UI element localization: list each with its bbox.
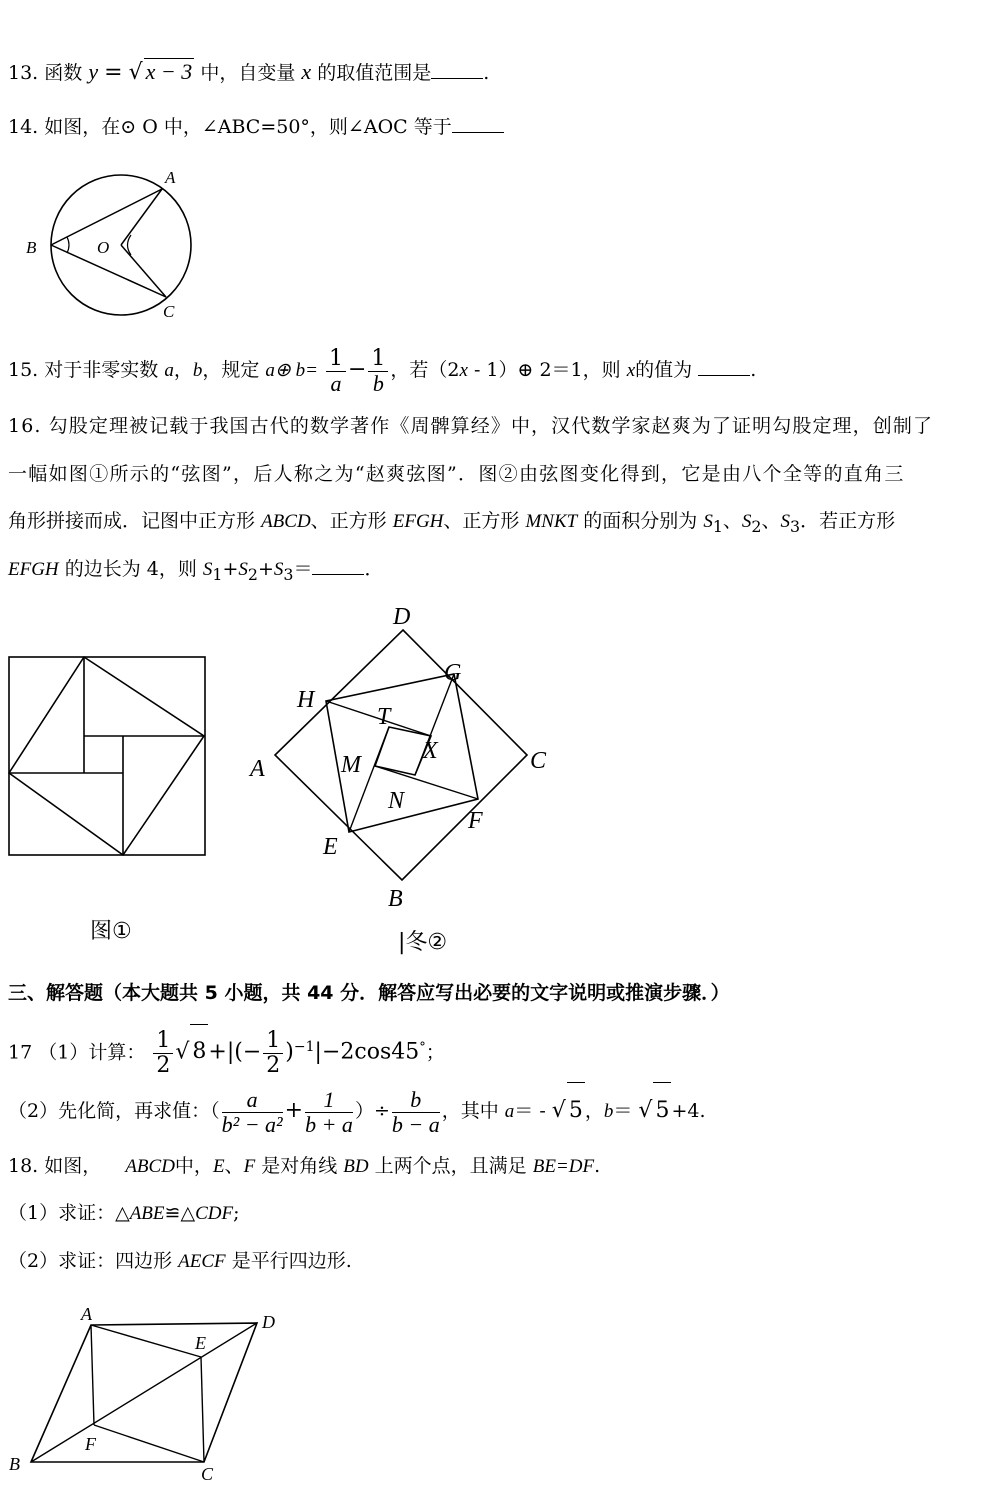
q17-cond-3: ， [584,1100,604,1122]
q16-text-1: 16. 勾股定理被记载于我国古代的数学著作《周髀算经》中，汉代数学家赵爽为了证明勾股定理，创制了 [8,415,934,437]
fig2-label-g: G [444,660,462,686]
q18-label-e: E [195,1333,206,1353]
q18-abe: ABE [129,1203,165,1224]
q16-plus-1: + [222,558,239,580]
q18-text-1e: 上两个点，且满足 [374,1155,527,1177]
q14-text: 14. 如图，在⊙ O 中，∠ABC=50°，则∠AOC 等于 [8,116,452,138]
q16-text-3d: 的面积分别为 [583,510,698,532]
q17-f1-den: b² − a² [221,1111,283,1137]
q17-radicand-8: 8 [190,1024,208,1079]
q13-middle: 中，自变量 [200,62,296,84]
q15-text-3: ，若（2 [390,359,460,381]
q15-var-a: a [164,360,174,381]
q16-line-3 [8,508,895,540]
section-3-heading: 三、解答题（本大题共 5 小题，共 44 分．解答应写出必要的文字说明或推演步骤．） [8,982,730,1004]
q16-sum-s3: S [273,559,284,580]
q18-f: F [243,1156,256,1177]
q14-segment-oc [121,245,166,297]
q14-label-b: B [26,238,37,257]
q13-var: x [301,59,312,84]
q16-text-3c: 、正方形 [443,510,520,532]
q16-s3: S [780,511,790,532]
q13-end: . [483,62,490,84]
q17-paren-close: ) [285,1039,294,1065]
q16-efgh-2: EFGH [8,559,59,580]
q18-text-2c: ; [233,1202,240,1224]
q15-frac1-den: a [330,370,342,396]
q16-eq: ＝ [293,558,313,580]
q14-label-a: A [165,168,176,187]
q17-part1-line: 17 （1）计算： $\frac{1}{2}$ √ 8+|(− $\frac{1}{2}$ )$^{-1}$|−2cos45°； [8,1020,445,1079]
q14-label-o: O [97,238,110,257]
q16-sum-s1: S [202,559,213,580]
q17-frac-a [222,1088,283,1137]
q15-var-x2: x [626,360,636,381]
q15-var-x: x [459,360,468,381]
q17-f3-den: b − a [391,1111,440,1137]
q16-s2: S [741,511,752,532]
q17-paren-open: (− [234,1039,262,1065]
q18-abcd: ABCD [125,1156,175,1177]
q16-comma-2: 、 [761,510,781,532]
q15-sep: ， [173,359,193,381]
q17-half-num: 1 [153,1029,173,1054]
q17-degree: ° [419,1040,426,1055]
fig2-label-n: N [388,788,405,814]
fig1-outer-square [9,657,205,855]
q15-fraction-1-over-b [368,347,388,396]
q16-figure-1 [8,656,208,858]
q16-line-1 [8,413,933,439]
q17-inner-num: 1 [263,1029,283,1054]
q18-label-d: D [262,1312,275,1332]
q17-half-fraction [153,1029,173,1078]
q13-number: 13. [8,62,39,84]
q17-exponent: −1 [293,1039,315,1055]
q15-operator: a⊕ b= [265,360,318,381]
q15-frac1-num: 1 [326,347,346,372]
q18-label-c: C [201,1464,214,1482]
fig2-label-x: X [423,738,438,764]
q14-segment-oa [121,189,162,245]
q16-square-abcd: ABCD [261,511,311,532]
q18-line-3 [8,1248,352,1275]
q16-s3-sub: 3 [790,516,801,536]
q18-segment-af [91,1325,94,1425]
q18-text-2b: ≌△ [164,1202,196,1224]
q18-text-3a: （2）求证：四边形 [8,1250,173,1272]
q18-label-a: A [81,1304,92,1324]
q18-text-1a: 18. 如图， [8,1155,102,1177]
q16-answer-blank[interactable] [312,556,364,575]
q16-s1: S [703,511,713,532]
q13-formula-radicand: x − 3 [145,59,193,84]
q17-abs-close: | [314,1039,322,1065]
q16-line-2 [8,461,905,487]
q17-cond-1: ，其中 [441,1100,499,1122]
q15-end: . [750,359,757,381]
q18-text-2a: （1）求证：△ [8,1202,130,1224]
q16-sum-sub1: 1 [212,564,223,584]
fig2-label-m: M [341,752,361,778]
q15-minus: − [347,357,367,382]
q17-frac-b [305,1088,353,1137]
q16-text-2: 一幅如图①所示的“弦图”，后人称之为“赵爽弦图”．图②由弦图变化得到，它是由八个全等的直角三 [8,463,905,485]
q17-f2-num: 1 [305,1088,353,1113]
q17-f3-num: b [392,1088,440,1113]
q14-answer-blank[interactable] [452,114,504,133]
q17-cond-4: ＝ [613,1100,633,1122]
q17-radicand-5b: 5 [653,1082,671,1139]
q18-segment-cf [94,1425,204,1462]
q17-f1-num: a [222,1088,283,1113]
q17-radicand-5a: 5 [567,1082,585,1139]
q17-number: 17 [8,1041,33,1064]
q17-inner-den: 2 [266,1052,281,1078]
q16-text-3a: 角形拼接而成．记图中正方形 [8,510,256,532]
q13-suffix: 的取值范围是 [317,62,432,84]
q18-line-2 [8,1200,239,1227]
q18-text-1c: 、 [224,1155,244,1177]
fig2-label-a: A [250,756,265,782]
q17-cond-5: +4. [671,1100,706,1122]
q15-frac2-num: 1 [368,347,388,372]
q13-formula-eq: = [104,60,123,85]
q18-parallelogram-figure [5,1300,295,1482]
q14-segment-ba [51,189,162,245]
q18-text-1b: 中， [174,1155,213,1177]
q18-text-1d: 是对角线 [261,1155,338,1177]
q15-text-4: ‐ 1）⊕ 2＝1，则 [467,359,621,381]
q16-s1-sub: 1 [712,516,723,536]
q16-figure-2 [240,600,570,920]
q18-text-3b: 是平行四边形. [231,1250,352,1272]
q17-part2-line: （2）先化简，再求值：（ $\frac{a}{\text{b² − a²}}$ + $\frac{1}{b + a}$ ）÷ $\frac{b}{b - a}$ ，其中 a＝ ‐ √ 5 ，b＝ √ 5 +4. [8,1082,706,1140]
q16-plus-2: + [257,558,274,580]
q17-semicolon: ； [425,1041,445,1064]
q17-abs-open: | [226,1039,235,1065]
q16-sum-sub3: 3 [283,564,294,584]
fig2-label-d: D [393,604,411,630]
q15-line [8,346,756,396]
q17-var-a: a [504,1101,515,1122]
q14-circle-figure [20,165,200,325]
q15-number: 15. [8,359,39,381]
fig2-label-e: E [323,834,338,860]
q13-answer-blank[interactable] [431,60,483,79]
q15-fraction-1-over-a [326,347,346,396]
q18-aecf: AECF [178,1251,226,1272]
q18-cdf: CDF [195,1203,234,1224]
q16-text-3b: 、正方形 [310,510,387,532]
fig2-square-abcd [275,630,527,880]
q16-s2-sub: 2 [751,516,762,536]
q17-f2-den: b + a [305,1111,353,1137]
q16-end: ． [364,558,384,580]
q18-label-f: F [85,1434,96,1454]
q15-answer-blank[interactable] [698,357,750,376]
q18-segment-ae [91,1325,201,1357]
q16-sum-s2: S [238,559,248,580]
q17-part1-label: （1）计算： [38,1041,146,1064]
q16-figure-1-caption: 图① [90,919,132,944]
q17-cond-2: ＝ ‐ [514,1100,546,1122]
q17-divide: ）÷ [354,1100,390,1122]
q16-figure-2-caption: |冬② [398,930,448,955]
q15-text-5: 的值为 [635,359,693,381]
q17-cos-part: −2cos45 [321,1039,420,1065]
q17-half-den: 2 [156,1052,171,1078]
q16-sum-sub2: 2 [247,564,258,584]
q16-square-mnkt: MNKT [525,511,578,532]
q17-plus-2: + [284,1098,304,1123]
q18-line-1 [8,1153,600,1180]
fig2-label-f: F [468,808,483,834]
q15-frac2-den: b [372,370,384,396]
q16-text-4b: 的边长为 4，则 [64,558,197,580]
q16-line-4 [8,556,384,588]
q15-text-2: ，规定 [202,359,260,381]
q17-inner-fraction [263,1029,283,1078]
q14-line [8,114,504,140]
fig2-label-h: H [297,687,315,713]
q17-frac-c [392,1088,440,1137]
q17-var-b: b [603,1101,614,1122]
q15-var-b: b [192,360,203,381]
q18-text-1f: . [594,1155,601,1177]
q16-text-3e: ．若正方形 [800,510,896,532]
q17-part2-label: （2）先化简，再求值：（ [8,1100,220,1122]
q13-prefix: 函数 [44,62,83,84]
fig1-inner-tilted-square [9,657,204,855]
q18-bd: BD [343,1156,369,1177]
fig2-label-t: T [377,704,391,730]
fig2-label-c: C [530,748,547,774]
q16-square-efgh: EFGH [392,511,444,532]
q15-text-1: 对于非零实数 [44,359,159,381]
q13-line: 13. 函数 y = √ x − 3 中，自变量 x 的取值范围是 . [8,59,490,85]
q18-label-b: B [9,1454,20,1474]
fig2-label-b: B [388,886,403,912]
q17-plus: + [208,1039,227,1065]
q18-e: E [212,1156,225,1177]
q18-segment-ce [201,1357,204,1462]
q16-comma-1: 、 [722,510,742,532]
q14-angle-arc-b [67,237,69,253]
q14-label-c: C [163,302,175,321]
q13-formula-y: y [88,59,99,84]
fig2-line-e-t [349,727,389,832]
q18-bedf: BE=DF [532,1156,595,1177]
